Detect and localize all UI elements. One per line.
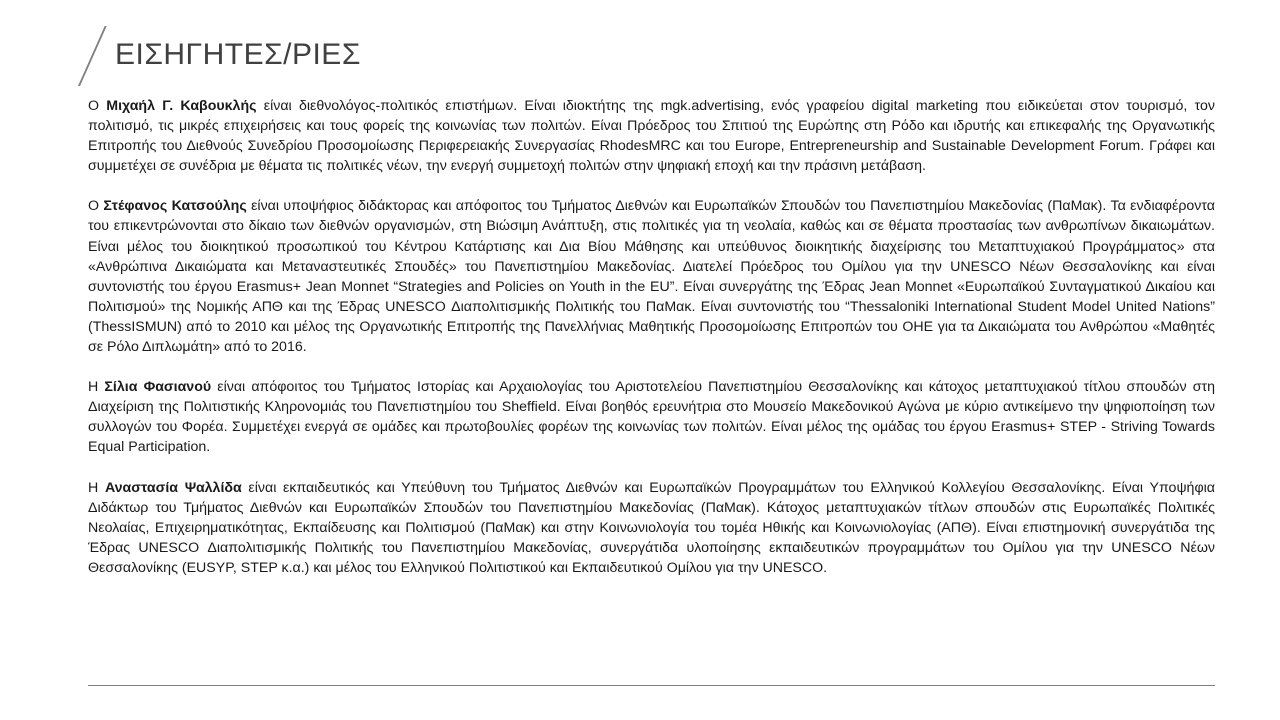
bio-text: είναι απόφοιτος του Τμήματος Ιστορίας και Αρχαιολογίας του Αριστοτελείου Πανεπιστημίου Θεσσαλονίκης και κάτοχος μεταπτυχιακού τίτλου σπουδών στη Διαχείριση της Πολιτιστικής Κληρονομιάς του Πανεπιστημίου του Sheffield. Είναι βοηθός ερευνήτρια στο Μουσείο Μακεδονικού Αγώνα με κύριο αντικείμενο την ψηφιοποίηση των συλλογών του Φορέα. Συμμετέχει ενεργά σε ομάδες και πρωτοβουλίες φορέων της κοινωνίας των πολιτών. Είναι μέλος της ομάδας του έργου Erasmus+ STEP - Striving Towards Equal Participation. (88, 379, 1216, 456)
speaker-bio-psallida (88, 478, 1215, 578)
bio-text: είναι διεθνολόγος-πολιτικός επιστήμων. Είναι ιδιοκτήτης της mgk.advertising, ενός γραφείου digital marketing που ειδικεύεται στον τουρισμό, τον πολιτισμό, τις μικρές επιχειρήσεις και τους φορείς της κοινωνίας των πολιτών. Είναι Πρόεδρος του Σπιτιού της Ευρώπης στη Ρόδο και ιδρυτής και επικεφαλής της Οργανωτικής Επιτροπής του Διεθνούς Συνεδρίου Προσομοίωσης Περιφερειακής Συνεργασίας RhodesMRC και του Europe, Entrepreneurship and Sustainable Development Forum. Γράφει και συμμετέχει σε συνέδρια με θέματα τις πολιτικές νέων, την ενεργή συμμετοχή πολιτών στην ψηφιακή εποχή και την πράσινη μετάβαση. (88, 98, 1215, 175)
title-accent-line (78, 26, 107, 86)
bottom-divider (88, 685, 1215, 686)
bio-text: είναι υποψήφιος διδάκτορας και απόφοιτος του Τμήματος Διεθνών και Ευρωπαϊκών Σπουδών του Πανεπιστημίου Μακεδονίας (ΠαΜακ). Τα ενδιαφέροντα του επικεντρώνονται στο δίκαιο των διεθνών οργανισμών, στη Βιώσιμη Ανάπτυξη, στις πολιτικές για τη νεολαία, καθώς και σε θέματα προστασίας των ανθρωπίνων δικαιωμάτων. Είναι μέλος του διοικητικού προσωπικού του Κέντρου Κατάρτισης και Δια Βίου Μάθησης και υπεύθυνος διοικητικής διαχείρισης του Μεταπτυχιακού Προγράμματος» στα «Ανθρώπινα Δικαιώματα και Μεταναστευτικές Σπουδές» του Πανεπιστημίου Μακεδονίας. Διατελεί Πρόεδρος του Ομίλου για την UNESCO Νέων Θεσσαλονίκης και είναι συντονιστής του έργου Erasmus+ Jean Monnet “Strategies and Policies on Youth in the EU”. Είναι συνεργάτης της Έδρας Jean Monnet «Ευρωπαϊκού Συνταγματικού Δικαίου και Πολιτισμού» της Νομικής ΑΠΘ και της Έδρας UNESCO Διαπολιτισμικής Πολιτικής του ΠαΜακ. Είναι συντονιστής του “Thessaloniki International Student Model United Nations” (ThessISMUN) από το 2010 και μέλος της Οργανωτικής Επιτροπής της Πανελλήνιας Μαθητικής Προσομοίωσης Επιτροπών του ΟΗΕ για τα Δικαιώματα του Ανθρώπου «Μαθητές σε Ρόλο Διπλωμάτη» από το 2016. (88, 198, 1215, 356)
speaker-bio-kavouklis (88, 96, 1215, 176)
speaker-name: Μιχαήλ Γ. Καβουκλής (106, 98, 257, 114)
bio-prefix: Η (88, 379, 105, 396)
speakers-content (88, 96, 1215, 598)
speaker-name: Αναστασία Ψαλλίδα (104, 479, 242, 496)
speaker-name: Στέφανος Κατσούλης (103, 198, 247, 215)
speaker-bio-katsoulis (88, 196, 1215, 357)
bio-prefix: Ο (88, 198, 104, 215)
speaker-name: Σίλια Φασιανού (104, 379, 212, 396)
bio-prefix: Ο (88, 98, 107, 114)
speaker-bio-fasianou (88, 377, 1215, 457)
bio-prefix: Η (88, 479, 105, 496)
bio-text: είναι εκπαιδευτικός και Υπεύθυνη του Τμήματος Διεθνών και Ευρωπαϊκών Προγραμμάτων του Ελληνικού Κολλεγίου Θεσσαλονίκης. Είναι Υποψήφια Διδάκτωρ του Τμήματος Διεθνών και Ευρωπαϊκών Σπουδών του Πανεπιστημίου Μακεδονίας (ΠαΜακ). Κάτοχος μεταπτυχιακών τίτλων σπουδών στις Ευρωπαϊκές Πολιτικές Νεολαίας, Επιχειρηματικότητας, Εκπαίδευσης και Πολιτισμού (ΠαΜακ) και στην Κοινωνιολογία του τομέα Ηθικής και Κοινωνιολογίας (ΑΠΘ). Είναι επιστημονική συνεργάτιδα της Έδρας UNESCO Διαπολιτισμικής Πολιτικής του Πανεπιστημίου Μακεδονίας, συνεργάτιδα υλοποίησης εκπαιδευτικών προγραμμάτων του Ομίλου για την UNESCO Νέων Θεσσαλονίκης (EUSYP, STEP κ.α.) και μέλος του Ελληνικού Πολιτιστικού και Εκπαιδευτικού Ομίλου για την UNESCO. (88, 479, 1216, 576)
slide-title: ΕΙΣΗΓΗΤΕΣ/ΡΙΕΣ (115, 38, 361, 71)
